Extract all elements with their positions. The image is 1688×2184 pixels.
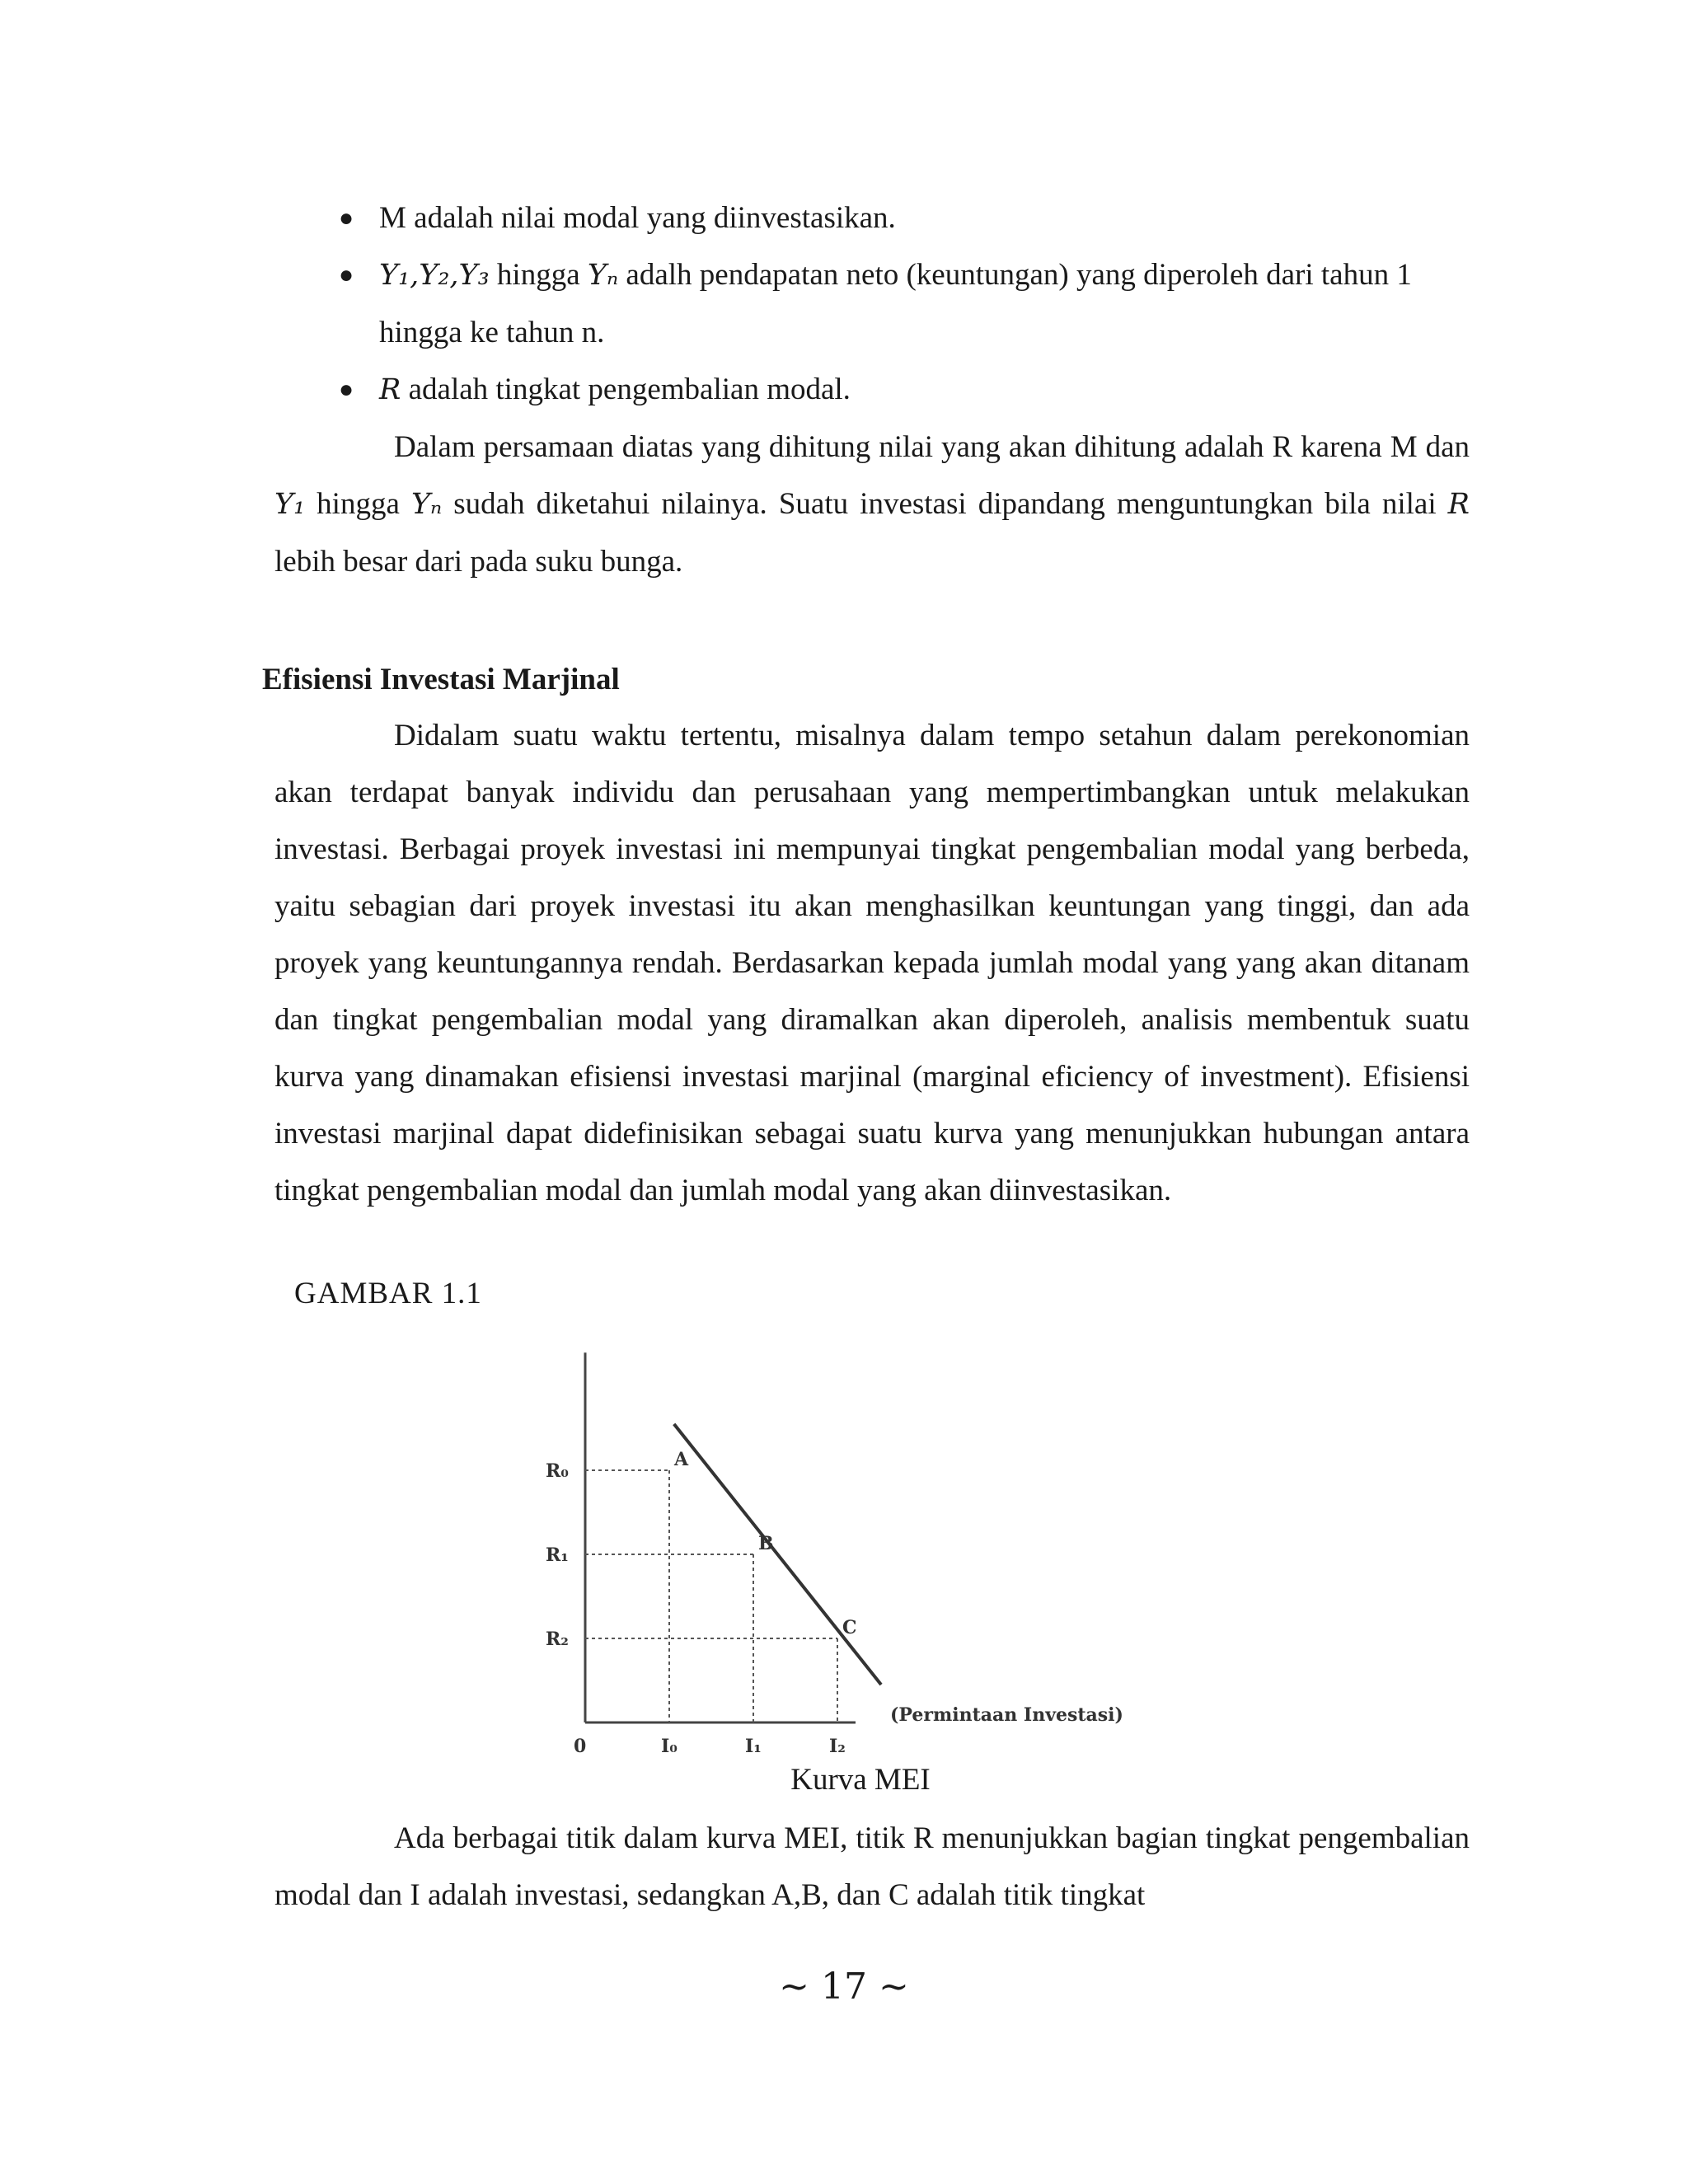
paragraph-text: hingga — [305, 487, 411, 521]
x-tick-label: I₀ — [661, 1736, 678, 1757]
math-yn: Yₙ — [587, 259, 619, 292]
list-item — [274, 190, 1470, 246]
bullet-text: adalh pendapatan neto (keuntungan) yang diperoleh dari tahun 1 hingga ke tahun n. — [379, 258, 1412, 349]
bullet-text: adalah tingkat pengembalian modal. — [401, 373, 851, 406]
paragraph-text: Dalam persamaan diatas yang dihitung nilai yang akan dihitung adalah R karena M dan — [394, 430, 1470, 464]
list-item — [274, 246, 1470, 361]
math-y1: Y₁ — [274, 488, 306, 521]
figure-label: GAMBAR 1.1 — [294, 1277, 482, 1310]
x-axis-label: (Permintaan Investasi) — [890, 1704, 1123, 1726]
list-item — [274, 361, 1470, 419]
math-y-sequence: Y₁,Y₂,Y₃ — [379, 259, 490, 292]
section-heading: Efisiensi Investasi Marjinal — [262, 663, 620, 696]
bullet-icon: ● — [339, 376, 354, 403]
math-r: R — [379, 373, 401, 406]
mei-chart — [528, 1335, 1236, 1764]
page-number: ~ 17 ~ — [779, 1966, 909, 2008]
x-tick-label: I₂ — [829, 1736, 846, 1757]
bullet-icon: ● — [339, 261, 354, 288]
bullet-icon: ● — [339, 204, 354, 232]
bullet-text: hingga — [489, 258, 588, 292]
y-tick-label: R₀ — [546, 1460, 569, 1482]
paragraph-text: Ada berbagai titik dalam kurva MEI, titik R menunjukkan bagian tingkat pengembalian modal dan I adalah investasi, sedangkan A,B, dan C adalah titik tingkat — [274, 1821, 1470, 1912]
y-tick-label: R₂ — [546, 1629, 569, 1650]
bullet-list — [274, 190, 1470, 419]
paragraph-text: lebih besar dari pada suku bunga. — [274, 545, 683, 579]
paragraph-text: Didalam suatu waktu tertentu, misalnya dalam tempo setahun dalam perekonomian akan terdapat banyak individu dan perusahaan yang mempertimbangkan untuk melakukan investasi. Berbagai proyek investasi ini mempunyai tingkat pengembalian modal yang berbeda, yaitu sebagian dari proyek investasi itu akan menghasilkan keuntungan yang tinggi, dan ada proyek yang keuntungannya rendah. Berdasarkan kepada jumlah modal yang yang akan ditanam dan tingkat pengembalian modal yang diramalkan akan diperoleh, analisis membentuk suatu kurva yang dinamakan efisiensi investasi marjinal (marginal eficiency of investment). Efisiensi investasi marjinal dapat didefinisikan sebagai suatu kurva yang menunjukkan hubungan antara tingkat pengembalian modal dan jumlah modal yang akan diinvestasikan. — [274, 719, 1470, 1207]
bullet-text: M adalah nilai modal yang diinvestasikan. — [379, 201, 896, 235]
paragraph-1 — [274, 419, 1470, 590]
paragraph-2 — [274, 707, 1470, 1219]
paragraph-3 — [274, 1810, 1470, 1924]
y-tick-label: R₁ — [546, 1544, 569, 1566]
paragraph-text: sudah diketahui nilainya. Suatu investasi dipandang menguntungkan bila nilai — [442, 487, 1448, 521]
point-label: B — [758, 1533, 774, 1554]
point-label: A — [674, 1449, 689, 1470]
point-label: C — [842, 1617, 857, 1638]
math-r: R — [1447, 488, 1470, 521]
math-yn: Yₙ — [410, 488, 443, 521]
x-tick-label: I₁ — [745, 1736, 762, 1757]
origin-label: 0 — [574, 1736, 587, 1757]
figure-caption: Kurva MEI — [790, 1763, 931, 1797]
